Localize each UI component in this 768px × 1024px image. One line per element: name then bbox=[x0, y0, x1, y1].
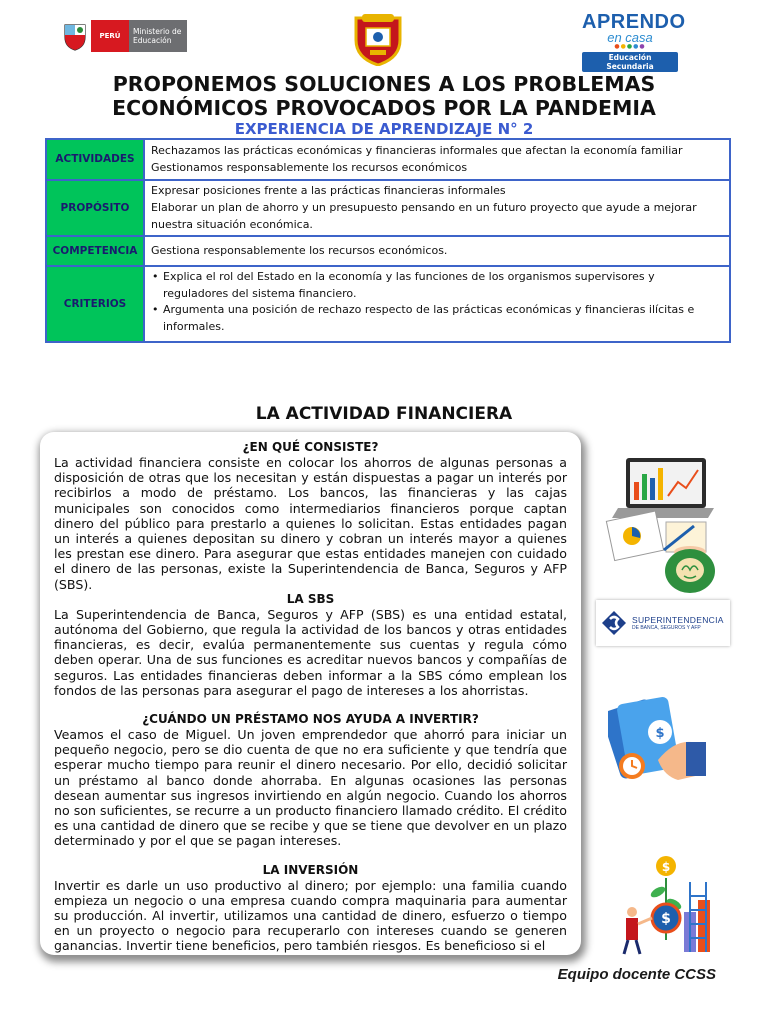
page-title bbox=[0, 72, 768, 120]
section-title: LA ACTIVIDAD FINANCIERA bbox=[255, 404, 513, 424]
row-line: Elaborar un plan de ahorro y un presupuesto pensando en un futuro proyecto que ayude a mejorar nuestra situación económica. bbox=[151, 201, 697, 231]
table-row-criteria bbox=[47, 267, 729, 341]
criteria-list bbox=[151, 269, 723, 335]
school-crest-icon bbox=[352, 12, 404, 66]
svg-text:$: $ bbox=[655, 726, 665, 741]
sbs-diamond-icon bbox=[600, 609, 628, 637]
peru-label: PERÚ bbox=[91, 20, 129, 52]
section-heading: LA INVERSIÓN bbox=[262, 862, 359, 877]
brand-line3: Educación Secundaria bbox=[582, 52, 678, 72]
title-line2: ECONÓMICOS PROVOCADOS POR LA PANDEMIA bbox=[112, 96, 656, 120]
paragraph: Veamos el caso de Miguel. Un joven emprendedor que ahorró para iniciar un pequeño negocio, pero se dio cuenta de que no era suficiente y que tendría que esperar mucho tiempo para reunir el dinero necesario. Por ello, decidió solicitar un préstamo al banco donde ahorraba. En algunas ocasiones las personas desean aumentar sus ingresos invirtiendo en algún negocio. Cuando los ahorros no son suficientes, se recurre a un producto financiero llamado crédito. El crédito es una cantidad de dinero que se recibe y que se tiene que devolver en un plazo determinado y por el que se pagan intereses. bbox=[54, 727, 567, 849]
ministry-label: Ministerio de Educación bbox=[129, 20, 187, 52]
row-line: Gestiona responsablemente los recursos económicos. bbox=[151, 243, 448, 257]
paragraph: La actividad financiera consiste en colocar los ahorros de algunas personas a disposición de otras que los necesitan y están dispuestas a pagar un interés por recibirlos a modo de préstamo. Los bancos, las financieras y las cajas municipales son conocidos como intermediarios financieros porque captan dinero del público para prestarlo a quienes lo solicitan. Estas entidades pagan un interés a quienes depositan su dinero y cobran un interés mayor a quienes les prestan ese dinero. Para asegurar que estas entidades manejen con cuidado el dinero de las personas, existe la Superintendencia de Banca, Seguros y AFP (SBS). bbox=[54, 455, 567, 592]
row-content bbox=[145, 181, 729, 235]
title-line1: PROPONEMOS SOLUCIONES A LOS PROBLEMAS bbox=[112, 72, 656, 96]
reading-card bbox=[40, 432, 581, 955]
row-line: Gestionamos responsablemente los recursos económicos bbox=[151, 160, 468, 174]
paragraph: La Superintendencia de Banca, Seguros y AFP (SBS) es una entidad estatal, autónoma del Gobierno, que regula la actividad de los bancos y otras entidades financieras, es decir, evalúa permanentemente sus cuentas y regula cómo deben operar. Una de sus funciones es acreditar nuevos bancos y compañías de seguros. Las entidades financieras deben informar a la SBS cómo emplean los fondos de las personas para asegurar el pago de intereses a los ahorristas. bbox=[54, 606, 567, 698]
minedu-logo bbox=[62, 18, 190, 54]
table-row-purpose bbox=[47, 181, 729, 237]
experience-table bbox=[45, 138, 731, 343]
brand-line2: en casa bbox=[607, 30, 653, 45]
row-label: PROPÓSITO bbox=[47, 181, 145, 235]
sbs-line2: DE BANCA, SEGUROS Y AFP bbox=[632, 625, 701, 631]
section-heading: LA SBS bbox=[286, 591, 335, 606]
list-item: • Argumenta una posición de rechazo respecto de las prácticas económicas y financieras ilícitas e informales. bbox=[161, 302, 723, 335]
row-line: Rechazamos las prácticas económicas y financieras informales que afectan la economía familiar bbox=[151, 144, 683, 157]
sbs-logo bbox=[596, 600, 730, 646]
row-content bbox=[145, 140, 729, 179]
investment-growth-illustration bbox=[616, 852, 720, 958]
section-heading: ¿EN QUÉ CONSISTE? bbox=[242, 440, 379, 454]
row-content bbox=[145, 237, 729, 265]
credit-card-hand-illustration bbox=[608, 690, 708, 786]
table-row-competence bbox=[47, 237, 729, 267]
paragraph: Invertir es darle un uso productivo al dinero; por ejemplo: una familia cuando empieza un negocio o una empresa cuando compra maquinaria para aumentar su producción. Al invertir, utilizamos una cantidad de dinero, esfuerzo o tiempo en un proyecto o negocio para recuperarlo con intereses cuando se generen ganancias. Invertir tiene beneficios, pero también riesgos. Es beneficioso si el bbox=[54, 877, 567, 954]
sbs-line1: SUPERINTENDENCIA bbox=[632, 615, 724, 625]
svg-text:$: $ bbox=[661, 860, 671, 874]
row-label: ACTIVIDADES bbox=[47, 140, 145, 179]
svg-text:$: $ bbox=[661, 911, 671, 927]
row-content bbox=[145, 267, 729, 341]
row-label: CRITERIOS bbox=[47, 267, 145, 341]
row-label: COMPETENCIA bbox=[47, 237, 145, 265]
footer-credit: Equipo docente CCSS bbox=[557, 966, 716, 983]
aprendo-en-casa-logo bbox=[582, 11, 686, 71]
section-heading: ¿CUÁNDO UN PRÉSTAMO NOS AYUDA A INVERTIR? bbox=[142, 712, 479, 727]
brain-badge-icon bbox=[664, 548, 716, 594]
list-item: • Explica el rol del Estado en la economía y las funciones de los organismos supervisores y reguladores del sistema financiero. bbox=[161, 269, 723, 302]
brand-line1: APRENDO bbox=[582, 11, 686, 33]
row-line: Expresar posiciones frente a las prácticas financieras informales bbox=[151, 184, 506, 197]
table-row-activities bbox=[47, 140, 729, 181]
peru-coat-of-arms-icon bbox=[62, 21, 88, 51]
brand-dots-icon: ●●●●● bbox=[614, 43, 646, 50]
experience-subtitle: EXPERIENCIA DE APRENDIZAJE N° 2 bbox=[234, 120, 534, 138]
